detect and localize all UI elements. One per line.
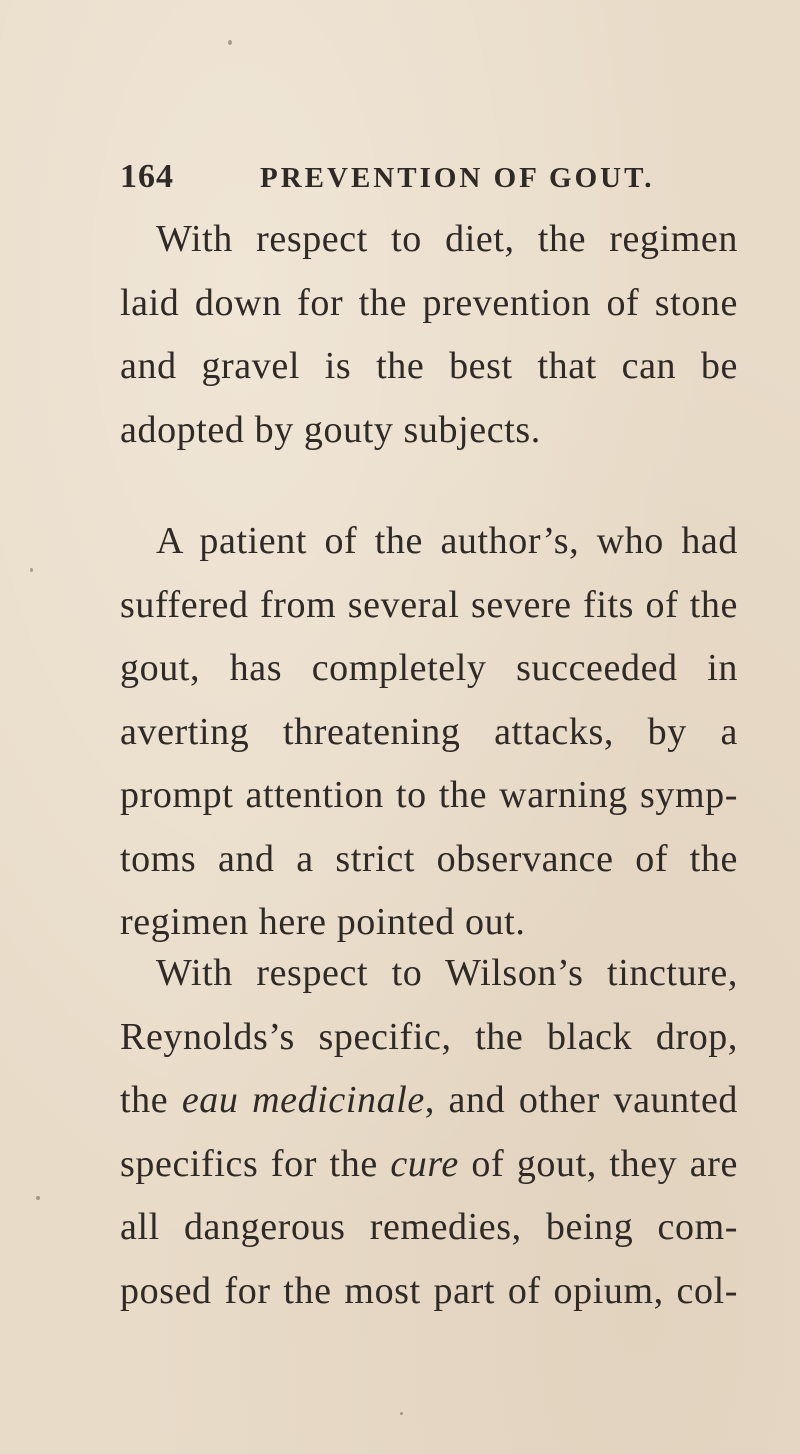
text-line: With respect to diet, the regimen bbox=[156, 218, 738, 260]
page-header bbox=[120, 158, 720, 208]
text-line: and gravel is the best that can be bbox=[120, 345, 738, 387]
text-line: prompt attention to the warning symp- bbox=[120, 774, 738, 816]
text-segment: specifics for the bbox=[120, 1142, 391, 1185]
text-segment: the bbox=[120, 1079, 182, 1121]
text-line: posed for the most part of opium, col- bbox=[120, 1269, 738, 1312]
italic-term: eau medicinale bbox=[181, 1079, 425, 1121]
paper-speck bbox=[36, 1196, 40, 1200]
text-line bbox=[120, 1069, 738, 1133]
text-line: gout, has completely succeeded in bbox=[120, 647, 738, 689]
text-line: toms and a strict observance of the bbox=[120, 837, 738, 880]
text-segment: , and other vaunted bbox=[424, 1079, 739, 1121]
text-line: regimen here pointed out. bbox=[120, 901, 526, 943]
text-line: With respect to Wilson’s tincture, bbox=[156, 952, 738, 994]
text-line: laid down for the prevention of stone bbox=[120, 281, 738, 324]
paper-speck bbox=[30, 568, 33, 572]
paragraph-remedies bbox=[120, 942, 738, 1323]
running-head: PREVENTION OF GOUT. bbox=[260, 162, 655, 194]
text-line bbox=[120, 1133, 738, 1197]
text-line: suffered from several severe fits of the bbox=[120, 583, 738, 626]
paper-speck bbox=[400, 1412, 403, 1415]
paragraph-patient bbox=[120, 510, 738, 955]
italic-term: cure bbox=[390, 1142, 459, 1185]
text-line: all dangerous remedies, being com- bbox=[120, 1206, 738, 1248]
page-number: 164 bbox=[120, 158, 174, 195]
text-segment: of gout, they are bbox=[458, 1142, 738, 1185]
paragraph-diet bbox=[120, 208, 738, 462]
paper-speck bbox=[228, 40, 232, 45]
text-line: adopted by gouty subjects. bbox=[120, 408, 541, 451]
text-line: Reynolds’s specific, the black drop, bbox=[120, 1015, 738, 1058]
text-line: A patient of the author’s, who had bbox=[156, 520, 738, 562]
text-line: averting threatening attacks, by a bbox=[120, 710, 738, 753]
